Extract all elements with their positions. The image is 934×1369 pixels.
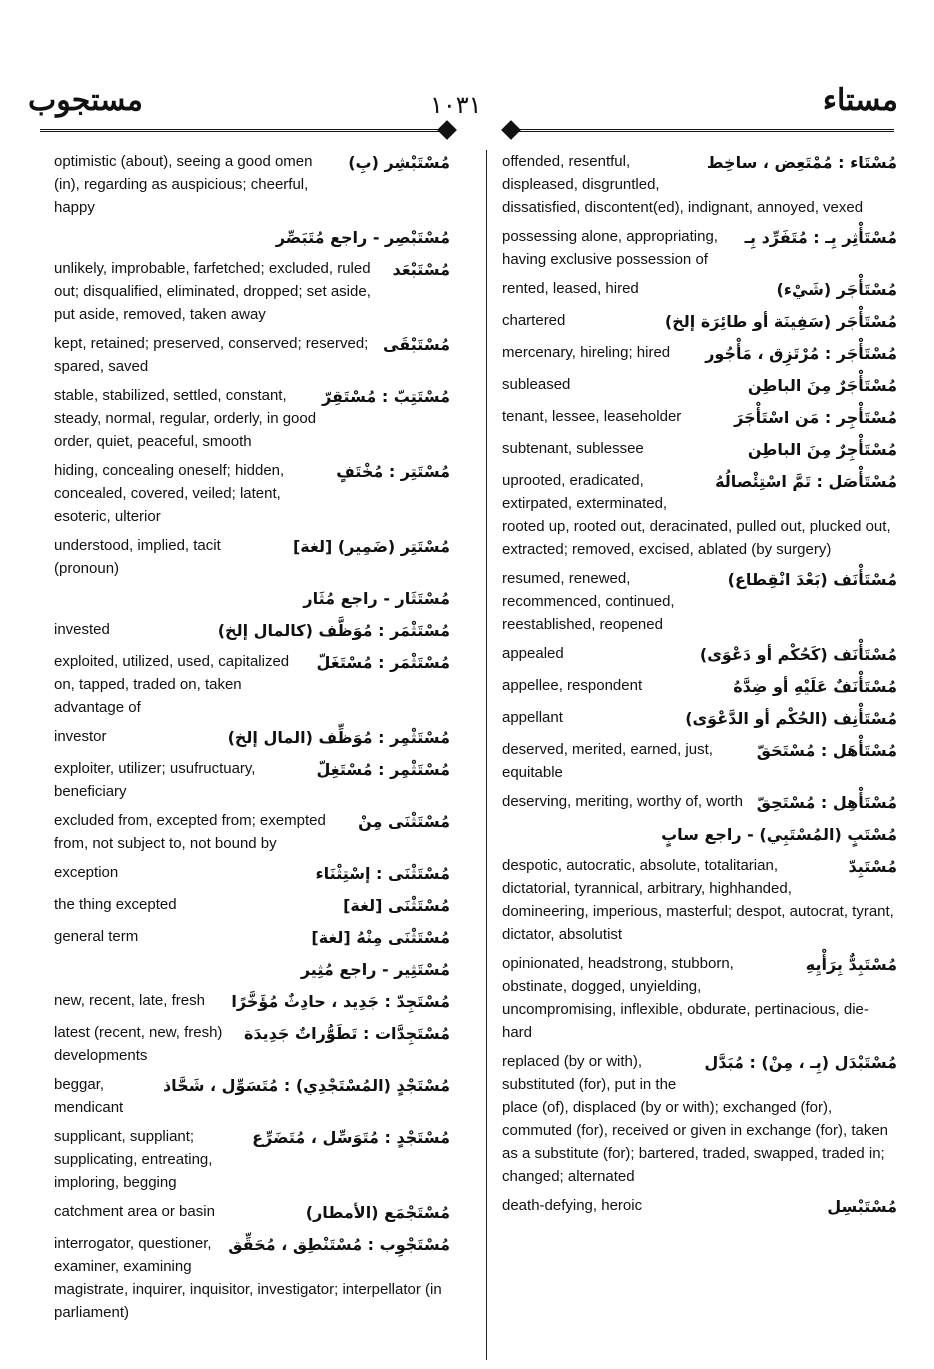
- dictionary-entry: [54, 257, 450, 326]
- english-definition: exception: [54, 864, 119, 881]
- dictionary-entry: [54, 925, 450, 951]
- arabic-headword: مُسْتَبِدٌّ بِرَأْيِهِ: [805, 955, 897, 974]
- english-definition: kept, retained; preserved, conserved; reserved; spared, saved: [54, 335, 369, 375]
- english-definition: the thing excepted: [54, 896, 177, 913]
- arabic-headword: مُسْتَثْمِر : مُوَظِّف (المال إلخ): [227, 728, 450, 747]
- arabic-headword: مُسْتَثْنَى : إسْتِثْنَاء: [315, 864, 450, 883]
- english-definition: hiding, concealing oneself; hidden, concealed, covered, veiled; latent, esoteric, ulterior: [54, 462, 285, 525]
- arabic-headword: مُسْتَأْنِف (الحُكْم أو الدَّعْوَى): [685, 709, 897, 728]
- right-column: [502, 150, 897, 1226]
- english-definition: deserving, meriting, worthy of, worth: [502, 793, 743, 810]
- dictionary-entry: [502, 567, 897, 636]
- arabic-headword: مُسْتَأْجَر (شَيْء): [776, 280, 897, 299]
- english-definition: exploited, utilized, used, capitalized on, tapped, traded on, taken advantage of: [54, 653, 290, 716]
- dictionary-entry: [502, 1050, 897, 1188]
- arabic-headword: مُسْتَبْسِل: [827, 1197, 897, 1216]
- arabic-headword: مُسْتَتِر : مُخْتَفٍ: [336, 462, 450, 481]
- dictionary-entry: [502, 341, 897, 367]
- dictionary-entry: [502, 1194, 897, 1220]
- arabic-headword: مُسْتَأْثِر بِـ : مُتَفَرِّد بِـ: [744, 228, 897, 247]
- arabic-headword: مُسْتَاء : مُمْتَعِض ، ساخِط: [706, 153, 897, 172]
- arabic-headword: مُسْتَتِر (ضَمِير) [لغة]: [292, 537, 450, 556]
- arabic-headword: مُسْتَثْنَى مِنْ: [358, 812, 450, 831]
- page-number: ١٠٣١: [430, 91, 482, 119]
- arabic-headword: مُسْتَأْهَل : مُسْتَحَقّ: [756, 741, 897, 760]
- arabic-headword: مُسْتَأْجَر : مُرْتَزِق ، مَأْجُور: [705, 344, 897, 363]
- english-definition: subtenant, sublessee: [502, 440, 644, 457]
- arabic-headword: مُسْتَأْنَف (بَعْدَ انْقِطاع): [727, 570, 897, 589]
- arabic-headword: مُسْتَجِدّ : جَدِيد ، حادِثٌ مُؤَخَّرًا: [231, 992, 450, 1011]
- arabic-headword: مُسْتَثْنَى [لغة]: [343, 896, 450, 915]
- english-definition: appellee, respondent: [502, 677, 643, 694]
- dictionary-entry: [502, 373, 897, 399]
- left-column: [54, 150, 450, 1330]
- dictionary-entry: [54, 384, 450, 453]
- english-definition: subleased: [502, 376, 571, 393]
- running-header-right-word: مستاء: [822, 83, 898, 118]
- column-divider: [486, 150, 487, 1360]
- english-definition: interrogator, questioner, examiner, examining magistrate, inquirer, inquisitor, investigator; interpellator (in parliament): [54, 1235, 442, 1321]
- dictionary-entry: [54, 1021, 450, 1067]
- english-definition: stable, stabilized, settled, constant, steady, normal, regular, orderly, in good order, quiet, peaceful, smooth: [54, 387, 317, 450]
- english-definition: investor: [54, 728, 107, 745]
- arabic-headword: مُسْتَبْشِر (بِ): [348, 153, 450, 172]
- english-definition: optimistic (about), seeing a good omen (in), regarding as auspicious; cheerful, happy: [54, 153, 313, 216]
- arabic-headword: مُسْتَجْوِب : مُسْتَنْطِق ، مُحَقِّق: [228, 1235, 450, 1254]
- english-definition: understood, implied, tacit (pronoun): [54, 537, 221, 577]
- arabic-headword: مُسْتَجْدٍ (المُسْتَجْدِي) : مُتَسَوِّل ، شَحَّاذ: [162, 1076, 450, 1095]
- dictionary-entry: [54, 893, 450, 919]
- english-definition: offended, resentful, displeased, disgruntled, dissatisfied, discontent(ed), indignant, annoyed, vexed: [502, 153, 864, 216]
- dictionary-entry: [502, 405, 897, 431]
- dictionary-entry: [502, 854, 897, 946]
- english-definition: deserved, merited, earned, just, equitable: [502, 741, 713, 781]
- english-definition: possessing alone, appropriating, having exclusive possession of: [502, 228, 718, 268]
- arabic-headword: مُسْتَبْدَل (بِـ ، مِنْ) : مُبَدَّل: [704, 1053, 897, 1072]
- arabic-headword: مُسْتَأْنَفٌ عَلَيْهِ أو ضِدَّهُ: [733, 677, 897, 696]
- dictionary-entry: [502, 225, 897, 271]
- header-rule-right: [512, 129, 894, 132]
- english-definition: rented, leased, hired: [502, 280, 639, 297]
- english-definition: unlikely, improbable, farfetched; excluded, ruled out; disqualified, eliminated, dropped; set aside, put aside, removed, taken away: [54, 260, 371, 323]
- arabic-headword: مُسْتَبِدّ: [848, 857, 897, 876]
- arabic-headword: مُسْتَأْهِل : مُسْتَحِقّ: [756, 793, 897, 812]
- dictionary-entry: [54, 1073, 450, 1119]
- dictionary-entry: [54, 957, 450, 983]
- english-definition: mercenary, hireling; hired: [502, 344, 671, 361]
- dictionary-entry: [54, 809, 450, 855]
- dictionary-entry: [54, 861, 450, 887]
- dictionary-entry: [54, 989, 450, 1015]
- dictionary-entry: [54, 725, 450, 751]
- arabic-headword: مُسْتَثَار - راجع مُثَار: [303, 589, 450, 608]
- running-header-left-word: مستجوب: [28, 83, 143, 118]
- dictionary-entry: [502, 277, 897, 303]
- arabic-headword: مُسْتَبْقَى: [383, 335, 450, 354]
- dictionary-entry: [502, 469, 897, 561]
- english-definition: opinionated, headstrong, stubborn, obstinate, dogged, unyielding, uncompromising, inflexible, obdurate, pertinacious, die-hard: [502, 955, 869, 1041]
- english-definition: new, recent, late, fresh: [54, 992, 205, 1009]
- arabic-headword: مُسْتَأْجِرٌ مِنَ الباطِن: [747, 440, 897, 459]
- arabic-headword: مُسْتَجْدٍ : مُتَوَسِّل ، مُتَضَرِّع: [252, 1128, 450, 1147]
- dictionary-entry: [502, 706, 897, 732]
- arabic-headword: مُسْتَأْصَل : تَمَّ اسْتِئْصالُهُ: [715, 472, 897, 491]
- english-definition: invested: [54, 621, 110, 638]
- dictionary-entry: [54, 225, 450, 251]
- dictionary-entry: [502, 674, 897, 700]
- english-definition: uprooted, eradicated, extirpated, exterminated, rooted up, rooted out, deracinated, pulled out, plucked out, extracted; removed, excised, ablated (by surgery): [502, 472, 891, 558]
- english-definition: despotic, autocratic, absolute, totalitarian, dictatorial, tyrannical, arbitrary, highhanded, domineering, imperious, masterful; despot, autocrat, tyrant, dictator, absolutist: [502, 857, 894, 943]
- dictionary-entry: [502, 642, 897, 668]
- arabic-headword: مُسْتَأْجِر : مَن اسْتَأْجَرَ: [734, 408, 897, 427]
- english-definition: general term: [54, 928, 139, 945]
- english-definition: appealed: [502, 645, 564, 662]
- dictionary-entry: [54, 757, 450, 803]
- arabic-headword: مُسْتَجِدَّات : تَطَوُّراتٌ جَدِيدَة: [243, 1024, 450, 1043]
- arabic-headword: مُسْتَأْجَر (سَفِينَة أو طائِرَة إلخ): [664, 312, 897, 331]
- english-definition: excluded from, excepted from; exempted from, not subject to, not bound by: [54, 812, 326, 852]
- english-definition: catchment area or basin: [54, 1203, 215, 1220]
- english-definition: supplicant, suppliant; supplicating, entreating, imploring, begging: [54, 1128, 213, 1191]
- english-definition: appellant: [502, 709, 563, 726]
- dictionary-entry: [54, 332, 450, 378]
- dictionary-entry: [502, 309, 897, 335]
- arabic-headword: مُسْتَبْعَد: [392, 260, 450, 279]
- arabic-headword: مُسْتَثِير - راجع مُثِير: [300, 960, 450, 979]
- dictionary-entry: [54, 1125, 450, 1194]
- dictionary-entry: [502, 790, 897, 816]
- arabic-headword: مُسْتَثْمِر : مُسْتَغِلّ: [316, 760, 450, 779]
- english-definition: chartered: [502, 312, 566, 329]
- dictionary-entry: [502, 952, 897, 1044]
- dictionary-entry: [502, 822, 897, 848]
- header-rule-left: [40, 129, 444, 132]
- dictionary-entry: [502, 437, 897, 463]
- english-definition: replaced (by or with), substituted (for), put in the place (of), displaced (by or with); exchanged (for), commuted (for), received or given in exchange (for), taken as a substitute (for); bartered, traded, swapped, traded in; changed; alternated: [502, 1053, 889, 1185]
- arabic-headword: مُسْتَثْمَر : مُسْتَغَلّ: [316, 653, 450, 672]
- english-definition: exploiter, utilizer; usufructuary, beneficiary: [54, 760, 256, 800]
- english-definition: beggar, mendicant: [54, 1076, 124, 1116]
- english-definition: death-defying, heroic: [502, 1197, 643, 1214]
- dictionary-entry: [54, 150, 450, 219]
- arabic-headword: مُسْتَأْنَف (كَحُكْم أو دَعْوَى): [699, 645, 897, 664]
- arabic-headword: مُسْتَثْمَر : مُوَظَّف (كالمال إلخ): [217, 621, 450, 640]
- arabic-headword: مُسْتَثْنَى مِنْهُ [لغة]: [311, 928, 450, 947]
- dictionary-entry: [54, 534, 450, 580]
- arabic-headword: مُسْتَتِبّ : مُسْتَقِرّ: [322, 387, 450, 406]
- dictionary-entry: [502, 150, 897, 219]
- dictionary-entry: [54, 1232, 450, 1324]
- dictionary-entry: [54, 459, 450, 528]
- english-definition: latest (recent, new, fresh) developments: [54, 1024, 223, 1064]
- arabic-headword: مُسْتَبٍ (المُسْتَبِي) - راجع سابٍ: [661, 825, 897, 844]
- english-definition: resumed, renewed, recommenced, continued, reestablished, reopened: [502, 570, 675, 633]
- dictionary-entry: [54, 650, 450, 719]
- dictionary-entry: [502, 738, 897, 784]
- english-definition: tenant, lessee, leaseholder: [502, 408, 682, 425]
- dictionary-entry: [54, 618, 450, 644]
- arabic-headword: مُسْتَأْجَرٌ مِنَ الباطِن: [747, 376, 897, 395]
- arabic-headword: مُسْتَجْمَع (الأمطار): [305, 1203, 450, 1222]
- dictionary-entry: [54, 586, 450, 612]
- arabic-headword: مُسْتَبْصِر - راجع مُتَبَصِّر: [275, 228, 450, 247]
- dictionary-entry: [54, 1200, 450, 1226]
